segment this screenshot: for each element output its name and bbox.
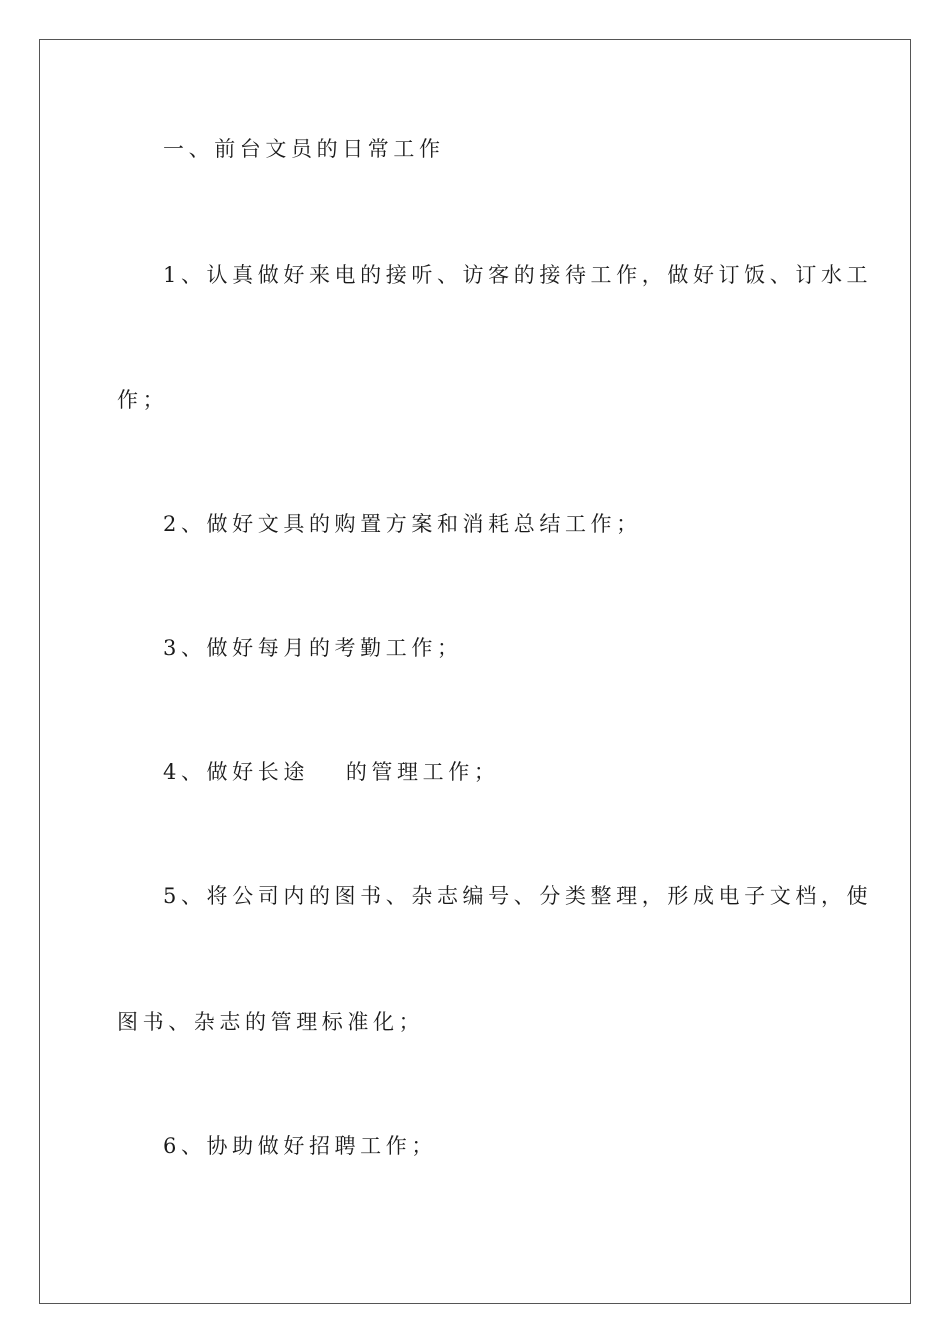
item-4: 4、做好长途 的管理工作； <box>163 760 500 784</box>
item-5-line-1: 5、将公司内的图书、杂志编号、分类整理，形成电子文档，使 <box>163 884 873 908</box>
item-3: 3、做好每月的考勤工作； <box>163 636 463 660</box>
item-1-line-1: 1、认真做好来电的接听、访客的接待工作，做好订饭、订水工 <box>163 263 873 287</box>
page-border <box>39 39 911 1304</box>
item-6: 6、协助做好招聘工作； <box>163 1134 437 1158</box>
item-2: 2、做好文具的购置方案和消耗总结工作； <box>163 512 642 536</box>
item-5-line-2: 图书、杂志的管理标准化； <box>117 1010 425 1034</box>
item-1-line-2: 作； <box>117 388 169 412</box>
section-heading: 一、前台文员的日常工作 <box>163 137 445 161</box>
